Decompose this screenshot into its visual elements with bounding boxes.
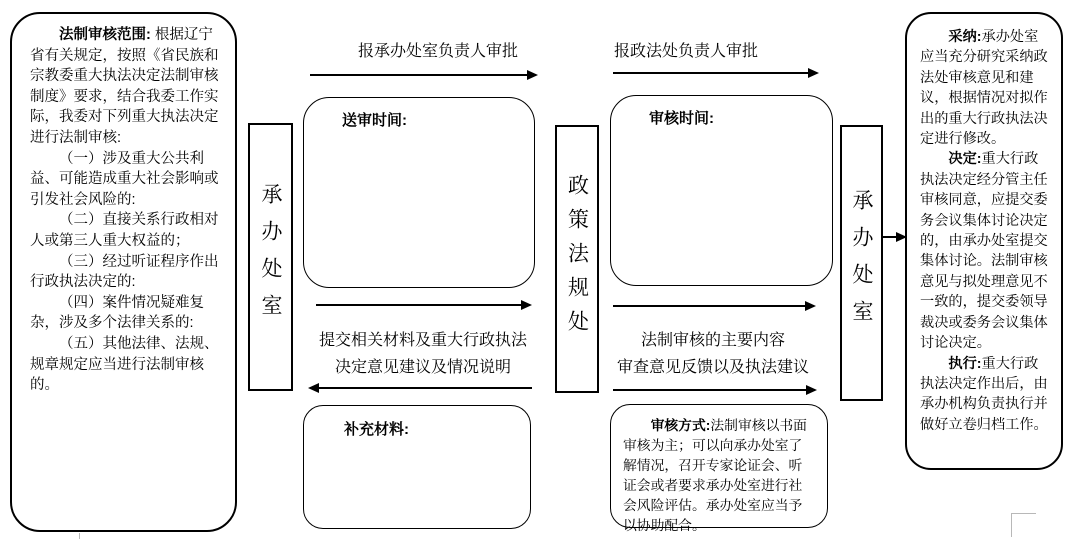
office-box-right-label: 承办处室 [850,189,874,337]
submit-time-label: 送审时间: [342,112,407,129]
arrow-review-content [613,305,814,307]
faint-corner-horizontal [1011,513,1036,514]
flow-label-review-feedback-line1: 法制审核的主要内容 [640,332,785,349]
result-adopt-text: 承办处室应当充分研究采纳政法处审核意见和建议，根据情况对拟作出的重大行政执法决定进行修改。 [920,29,1048,148]
policy-box-label: 政策法规处 [565,174,590,344]
supplement-box [303,405,531,529]
arrow-feedback-to-office [613,389,815,391]
faint-tick [79,533,80,539]
result-adopt-label: 采纳: [948,29,982,45]
result-section-decide [920,149,1049,353]
flow-label-submit-materials-line1: 提交相关材料及重大行政执法 [318,332,527,349]
scope-item-5: （五）其他法律、法规、规章规定应当进行法制审核的。 [30,335,219,394]
scope-intro [30,25,219,149]
review-time-box [610,95,833,286]
arrow-submit-materials [316,304,530,306]
arrow-report-office-head [310,74,536,76]
result-decide-text: 重大行政执法决定经分管主任审核同意，应提交委务会议集体讨论决定的，由承办处室提交集体讨论。法制审核意见与拟处理意见不一致的，提交委领导裁决或委务会议集体讨论决定。 [920,151,1048,352]
flow-label-review-feedback-line2: 审查意见反馈以及执法建议 [616,359,809,376]
result-execute-label: 执行: [948,355,982,372]
scope-box [10,12,237,532]
flow-label-submit-materials-line2: 决定意见建议及情况说明 [334,359,511,376]
supplement-label: 补充材料: [344,421,409,438]
office-box-left [248,123,293,391]
policy-box [555,125,599,393]
flow-label-review-feedback [605,327,821,381]
scope-item-1: （一）涉及重大公共利益、可能造成重大社会影响或引发社会风险的: [30,150,219,208]
method-label: 审核方式: [650,418,711,433]
scope-item-3: （三）经过听证程序作出行政执法决定的: [30,253,219,291]
scope-item-4: （四）案件情况疑难复杂，涉及多个法律关系的: [30,294,204,332]
result-box [905,12,1063,470]
flow-label-report-policy-head: 报政法处负责人审批 [614,43,759,60]
result-section-execute [920,354,1049,436]
result-execute-text: 重大行政执法决定作出后，由承办机构负责执行并做好立卷归档工作。 [920,355,1048,433]
method-para [623,416,815,536]
office-box-left-label: 承办处室 [259,183,283,331]
flow-label-report-office-head: 报承办处室负责人审批 [357,43,518,60]
method-box [610,404,828,533]
faint-corner-vertical [1011,513,1012,537]
result-decide-label: 决定: [948,151,982,168]
arrow-report-policy-head [613,72,817,74]
result-section-adopt [920,27,1049,149]
scope-item-2: （二）直接关系行政相对人或第三人重大权益的； [30,212,219,249]
arrow-office-to-result [883,236,905,238]
review-time-label: 审核时间: [649,110,714,127]
scope-intro-text: 根据辽宁省有关规定，按照《省民族和宗教委重大执法决定法制审核制度》要求，结合我委工作实际，我委对下列重大执法决定进行法制审核: [30,27,219,146]
office-box-right [840,125,883,401]
flow-label-submit-materials [310,327,536,381]
method-text: 法制审核以书面审核为主；可以向承办处室了解情况，召开专家论证会、听证会或者要求承办处室进行社会风险评估。承办处室应当予以协助配合。 [623,418,807,533]
scope-title: 法制审核范围: [59,27,155,43]
submit-time-box [303,97,535,288]
arrow-return-to-office [310,387,532,389]
